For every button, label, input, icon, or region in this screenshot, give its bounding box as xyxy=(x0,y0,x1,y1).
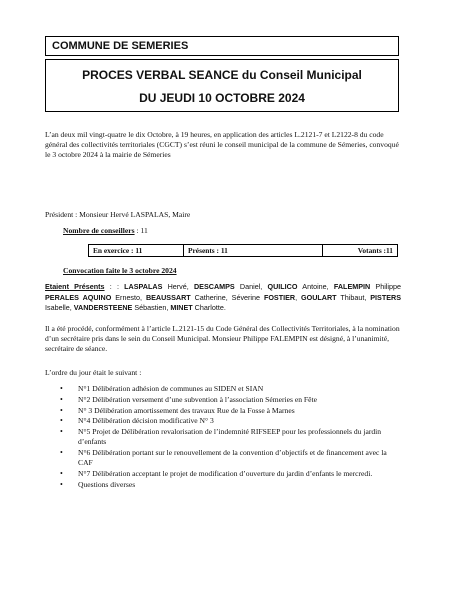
title-box xyxy=(45,59,399,112)
presents-label: Etaient Présents xyxy=(45,282,105,291)
agenda-item-text: N°7 Délibération acceptant le projet de modification d’ouverture du jardin d’enfants le mercredi. xyxy=(78,469,373,479)
agenda-item-text: N° 3 Délibération amortissement des travaux Rue de la Fosse à Marnes xyxy=(78,405,295,415)
bullet-icon: • xyxy=(60,479,63,489)
agenda-item-text: Questions diverses xyxy=(78,479,136,489)
agenda-item-text: N°4 Délibération décision modificative N° 3 xyxy=(78,416,214,426)
member-last-name: MINET xyxy=(170,303,193,313)
commune-header xyxy=(45,36,399,56)
bullet-icon: • xyxy=(60,405,63,415)
document-title: PROCES VERBAL SEANCE du Conseil Municipal xyxy=(82,68,362,82)
agenda-item-text: N°5 Projet de Délibération revalorisation de l’indemnité RIFSEEP pour les professionnels du jardin d’enfants xyxy=(78,427,382,447)
list-item xyxy=(45,469,403,479)
convocation-text: Convocation faite le 3 octobre 2024 xyxy=(63,266,177,275)
bullet-icon: • xyxy=(60,427,63,437)
conseillers-count xyxy=(63,226,403,236)
member-last-name: GOULART xyxy=(301,292,337,302)
list-item xyxy=(45,427,403,447)
convocation-line xyxy=(63,266,403,276)
presents-paragraph xyxy=(45,282,401,314)
list-item xyxy=(45,448,403,468)
member-first-name: Thibaut, xyxy=(336,292,371,302)
conseillers-label: Nombre de conseillers xyxy=(63,226,135,235)
member-first-name: , xyxy=(295,292,302,302)
member-last-name: QUILICO xyxy=(267,282,298,291)
agenda-list xyxy=(45,384,403,491)
agenda-item-text: N°2 Délibération versement d’une subvention à l’association Sémeries en Fête xyxy=(78,394,318,404)
count-presents: Présents : 11 xyxy=(184,245,323,257)
member-last-name: DESCAMPS xyxy=(193,282,235,291)
list-item xyxy=(45,406,403,416)
conseillers-value: : 11 xyxy=(134,226,148,235)
member-first-name: Philippe xyxy=(370,282,401,291)
member-first-name: Antoine, xyxy=(297,282,334,291)
table-row xyxy=(89,245,398,257)
count-votants: Votants :11 xyxy=(323,245,398,257)
member-last-name: FALEMPIN xyxy=(333,282,371,291)
bullet-icon: • xyxy=(60,448,63,458)
list-item xyxy=(45,416,403,426)
intro-paragraph: L’an deux mil vingt-quatre le dix Octobre, à 19 heures, en application des articles L.2121-7 et L2122-8 du code général des collectivités territoriales (CGCT) s’est réuni le conseil municipal de la commune de Sémeries, convoqué le 3 octobre 2024 à la mairie de Sémeries xyxy=(45,130,399,160)
member-first-name: Daniel, xyxy=(234,282,268,291)
member-last-name: PISTERS xyxy=(370,292,401,302)
bullet-icon: • xyxy=(60,416,63,426)
bullet-icon: • xyxy=(60,469,63,479)
agenda-item-text: N°1 Délibération adhésion de communes au SIDEN et SIAN xyxy=(78,384,264,393)
member-first-name: Charlotte. xyxy=(192,303,226,313)
member-first-name: Hervé, xyxy=(162,282,194,291)
commune-name: COMMUNE DE SEMERIES xyxy=(52,40,189,52)
count-en-exercice: En exercice : 11 xyxy=(89,245,184,257)
agenda-intro: L’ordre du jour était le suivant : xyxy=(45,368,142,377)
bullet-icon: • xyxy=(60,394,63,404)
counts-table xyxy=(88,244,398,257)
bullet-icon: • xyxy=(60,384,63,393)
member-first-name: Isabelle, xyxy=(45,303,74,313)
presents-separator: : : xyxy=(104,282,125,291)
list-item xyxy=(45,384,403,394)
member-first-name: Sébastien, xyxy=(132,303,171,313)
list-item xyxy=(45,395,403,405)
member-last-name: LASPALAS xyxy=(124,282,163,291)
agenda-item-text: N°6 Délibération portant sur le renouvellement de la convention d’objectifs et de financement avec la CAF xyxy=(78,448,387,468)
member-first-name: Ernesto, xyxy=(111,292,146,302)
member-first-name: Catherine, Séverine xyxy=(190,292,264,302)
list-item xyxy=(45,480,403,490)
member-last-name: FOSTIER xyxy=(263,292,296,302)
member-last-name: VANDERSTEENE xyxy=(73,303,133,313)
document-date: DU JEUDI 10 OCTOBRE 2024 xyxy=(139,91,305,105)
secretary-paragraph: Il a été procédé, conformément à l’article L.2121-15 du Code Général des Collectivités Territoriales, à la nomination d’un secrétaire pris dans le sein du Conseil Municipal. Monsieur Philippe FALEMPIN est désigné, à l’unanimité, secrétaire de séance. xyxy=(45,324,400,354)
president-line: Président : Monsieur Hervé LASPALAS, Maire xyxy=(45,210,191,219)
member-last-name: BEAUSSART xyxy=(145,292,191,302)
member-last-name: PERALES AQUINO xyxy=(45,292,112,302)
